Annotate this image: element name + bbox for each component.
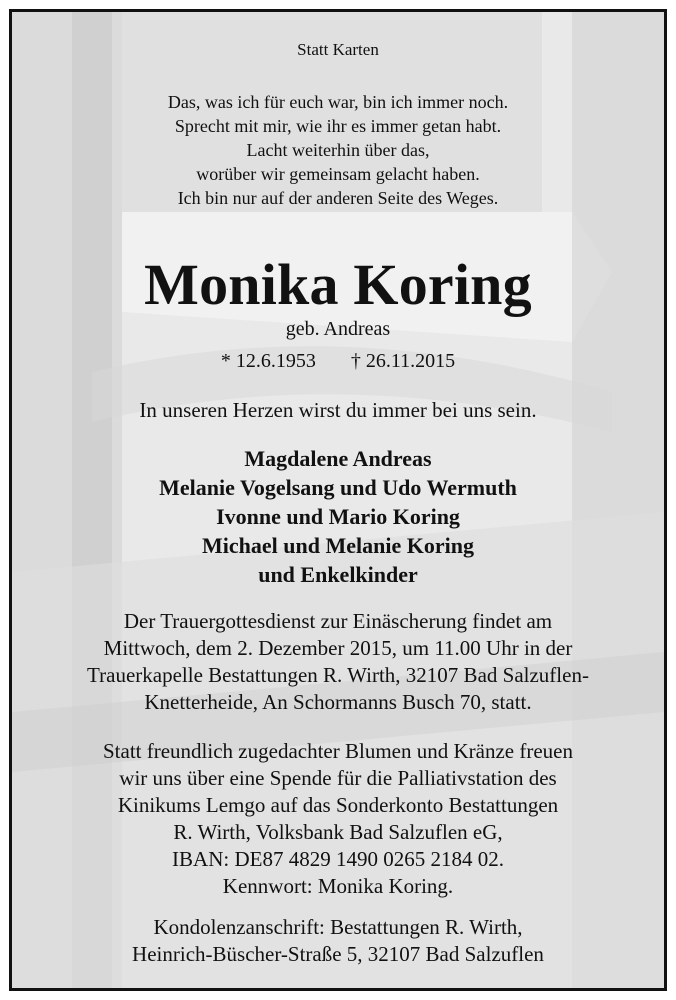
donation-line: Statt freundlich zugedachter Blumen und Kränze freuen: [103, 739, 573, 763]
donation-notice: [12, 738, 664, 900]
donation-line: R. Wirth, Volksbank Bad Salzuflen eG,: [173, 820, 503, 844]
service-line: Mittwoch, dem 2. Dezember 2015, um 11.00 Uhr in der: [103, 636, 573, 660]
address-line: Heinrich-Büscher-Straße 5, 32107 Bad Salzuflen: [132, 942, 544, 966]
death-date: † 26.11.2015: [350, 350, 456, 372]
donation-line: IBAN: DE87 4829 1490 0265 2184 02.: [172, 847, 504, 871]
deceased-name: Monika Koring: [144, 252, 532, 317]
birth-date: * 12.6.1953: [220, 350, 316, 372]
poem-line: Sprecht mit mir, wie ihr es immer getan habt.: [174, 116, 502, 136]
mourner-line: Melanie Vogelsang und Udo Wermuth: [159, 475, 517, 500]
kicker-text: Statt Karten: [297, 40, 379, 59]
service-line: Knetterheide, An Schormanns Busch 70, statt.: [144, 690, 532, 714]
poem-line: worüber wir gemeinsam gelacht haben.: [196, 164, 480, 184]
service-notice: [12, 608, 664, 716]
address-line: Kondolenzanschrift: Bestattungen R. Wirth,: [153, 915, 523, 939]
poem: [12, 90, 664, 210]
obituary-frame: [9, 9, 667, 991]
condolence-address: [12, 914, 664, 968]
mourner-line: und Enkelkinder: [258, 562, 418, 587]
poem-line: Das, was ich für euch war, bin ich immer noch.: [167, 92, 509, 112]
mourner-line: Magdalene Andreas: [244, 446, 432, 471]
donation-line: wir uns über eine Spende für die Palliativstation des: [119, 766, 557, 790]
donation-line: Kennwort: Monika Koring.: [222, 874, 454, 898]
mourner-line: Michael und Melanie Koring: [202, 533, 474, 558]
poem-line: Ich bin nur auf der anderen Seite des Weges.: [177, 188, 499, 208]
service-line: Trauerkapelle Bestattungen R. Wirth, 32107 Bad Salzuflen-: [87, 663, 589, 687]
poem-line: Lacht weiterhin über das,: [246, 140, 430, 160]
donation-line: Kinikums Lemgo auf das Sonderkonto Bestattungen: [117, 793, 559, 817]
mourner-line: Ivonne und Mario Koring: [216, 504, 460, 529]
motto-text: In unseren Herzen wirst du immer bei uns sein.: [139, 398, 537, 422]
service-line: Der Trauergottesdienst zur Einäscherung findet am: [123, 609, 553, 633]
life-dates: [12, 350, 664, 373]
maiden-name: geb. Andreas: [285, 318, 391, 340]
mourners-list: [12, 444, 664, 589]
